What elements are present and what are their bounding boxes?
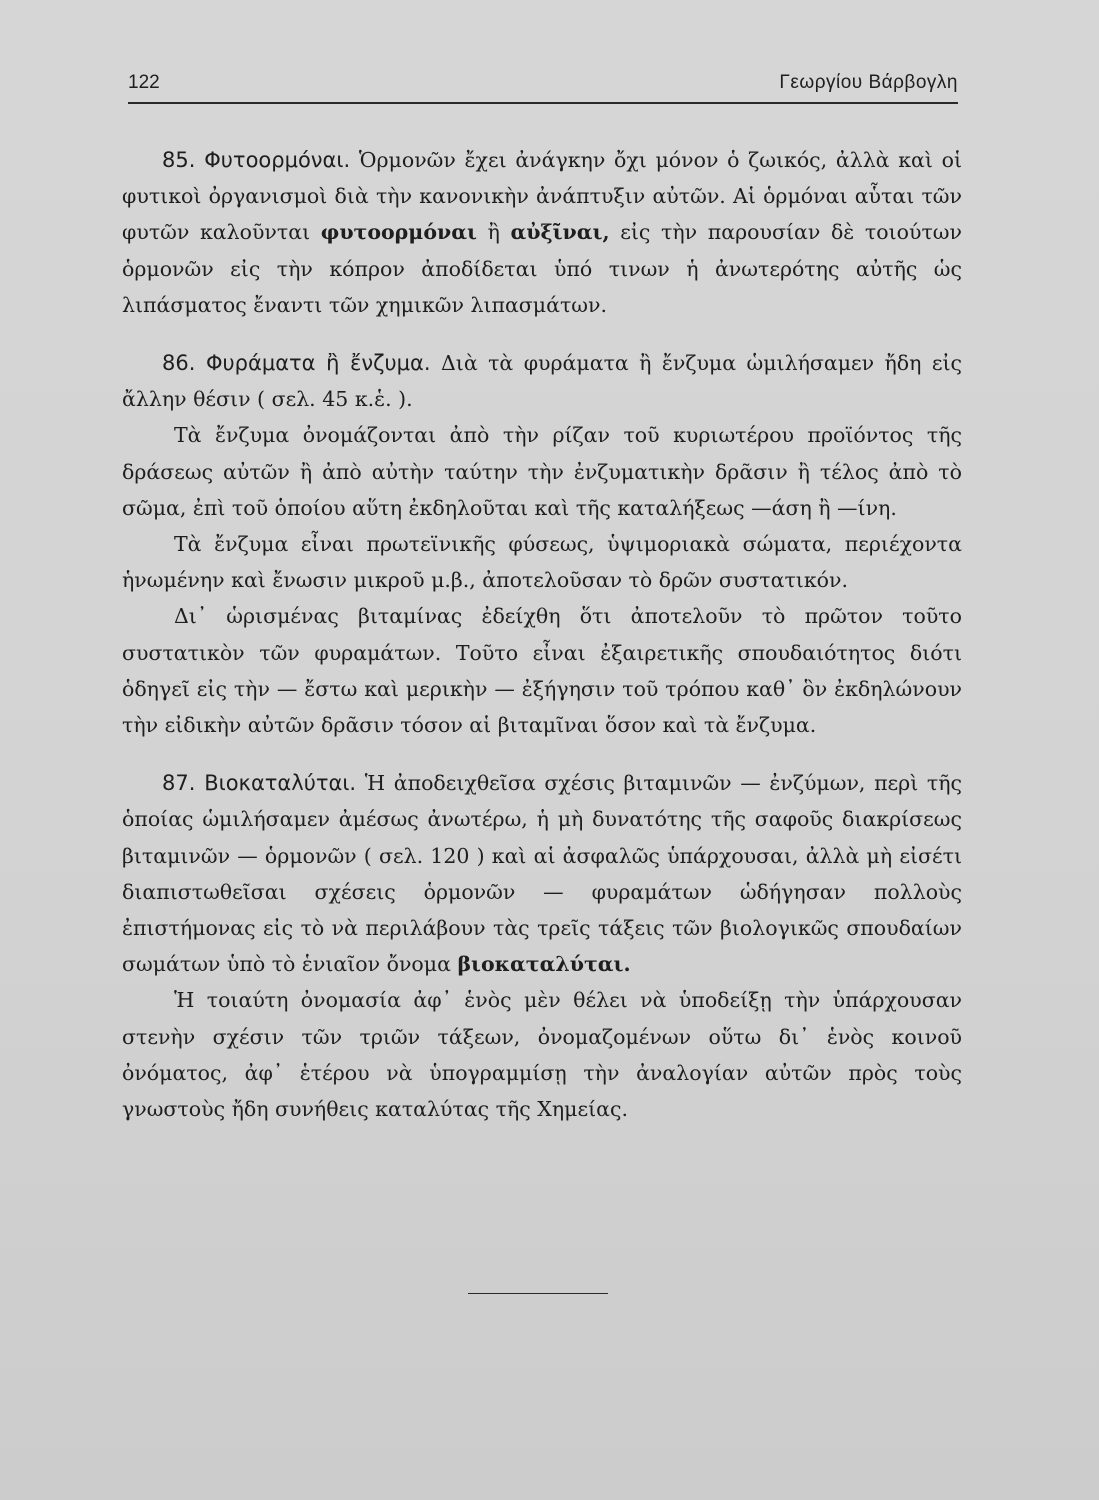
section-86-text-1: Διὰ τὰ φυράματα ἢ ἔνζυμα ὡμιλήσαμεν ἤδη εἰς ἄλλην θέσιν ( σελ. 45 κ.ἑ. ). xyxy=(122,351,962,412)
term-phytohormones: φυτοορμόναι xyxy=(320,220,477,245)
section-85-text-c: εἰς τὴν παρουσίαν δὲ τοιούτων ὁρμονῶν εἰς τὴν κόπρον ἀποδίδεται ὑπό τινων ἡ ἀνωτερότης αὐτῆς ὡς λιπάσματος ἔναντι τῶν χημικῶν λιπασμάτων. xyxy=(122,220,962,317)
section-86-paragraph-2: Τὰ ἔνζυμα ὀνομάζονται ἀπὸ τὴν ρίζαν τοῦ κυριωτέρου προϊόντος τῆς δράσεως αὐτῶν ἢ ἀπὸ αὐτὴν ταύτην τὴν ἐνζυματικὴν δρᾶσιν ἢ τέλος ἀπὸ τὸ σῶμα, ἐπὶ τοῦ ὁποίου αὕτη ἐκδηλοῦται καὶ τῆς καταλήξεως —άση ἢ —ίνη. xyxy=(122,423,962,520)
section-87 xyxy=(122,765,962,1127)
section-87-paragraph-1 xyxy=(122,765,962,982)
section-end-rule xyxy=(468,1293,608,1294)
page-header xyxy=(128,72,958,104)
page-number: 122 xyxy=(128,72,160,93)
term-auxins: αὐξῖναι, xyxy=(510,220,610,245)
section-86-paragraph-1 xyxy=(122,345,962,417)
term-biocatalysts: βιοκαταλύται. xyxy=(457,952,631,977)
section-86 xyxy=(122,345,962,743)
section-85-text-b: ἢ xyxy=(476,220,511,245)
section-85-paragraph xyxy=(122,142,962,323)
section-87-paragraph-2: Ἡ τοιαύτη ὀνομασία ἀφ᾽ ἑνὸς μὲν θέλει νὰ ὑποδείξῃ τὴν ὑπάρχουσαν στενὴν σχέσιν τῶν τριῶν τάξεων, ὀνομαζομένων οὕτω δι᾽ ἑνὸς κοινοῦ ὀνόματος, ἀφ᾽ ἑτέρου νὰ ὑπογραμμίσῃ τὴν ἀναλογίαν αὐτῶν πρὸς τοὺς γνωστοὺς ἤδη συνήθεις καταλύτας τῆς Χημείας. xyxy=(122,988,962,1122)
section-86-heading: 86. Φυράματα ἢ ἔνζυμα. xyxy=(162,351,431,376)
section-87-text-1: Ἡ ἀποδειχθεῖσα σχέσις βιταμινῶν — ἐνζύμων, περὶ τῆς ὁποίας ὡμιλήσαμεν ἀμέσως ἀνωτέρω, ἡ μὴ δυνατότης τῆς σαφοῦς διακρίσεως βιταμινῶν — ὁρμονῶν ( σελ. 120 ) καὶ αἱ ἀσφαλῶς ὑπάρχουσαι, ἀλλὰ μὴ εἰσέτι διαπιστωθεῖσαι σχέσεις ὁρμονῶν — φυραμάτων ὡδήγησαν πολλοὺς ἐπιστήμονας εἰς τὸ νὰ περιλάβουν τὰς τρεῖς τάξεις τῶν βιολογικῶς σπουδαίων σωμάτων ὑπὸ τὸ ἑνιαῖον ὄνομα xyxy=(122,771,963,977)
section-87-heading: 87. Βιοκαταλύται. xyxy=(162,771,357,796)
running-head-author: Γεωργίου Βάρβογλη xyxy=(779,72,958,93)
section-85-heading: 85. Φυτοορμόναι. xyxy=(162,148,351,172)
section-85 xyxy=(122,142,962,323)
section-86-paragraph-4: Δι᾽ ὡρισμένας βιταμίνας ἐδείχθη ὅτι ἀποτελοῦν τὸ πρῶτον τοῦτο συστατικὸν τῶν φυραμάτων. Τοῦτο εἶναι ἐξαιρετικῆς σπουδαιότητος διότι ὁδηγεῖ εἰς τὴν — ἔστω καὶ μερικὴν — ἐξήγησιν τοῦ τρόπου καθ᾽ ὃν ἐκδηλώνουν τὴν εἰδικὴν αὐτῶν δρᾶσιν τόσον αἱ βιταμῖναι ὅσον καὶ τὰ ἔνζυμα. xyxy=(122,604,962,738)
body-text xyxy=(122,142,962,1149)
section-85-text-a: Ὁρμονῶν ἔχει ἀνάγκην ὄχι μόνον ὁ ζωικός, ἀλλὰ καὶ οἱ φυτικοὶ ὀργανισμοὶ διὰ τὴν κανονικὴν ἀνάπτυξιν αὐτῶν. Αἱ ὁρμόναι αὗται τῶν φυτῶν καλοῦνται xyxy=(122,148,962,245)
section-86-paragraph-3: Τὰ ἔνζυμα εἶναι πρωτεϊνικῆς φύσεως, ὑψιμοριακὰ σώματα, περιέχοντα ἡνωμένην καὶ ἔνωσιν μικροῦ μ.β., ἀποτελοῦσαν τὸ δρῶν συστατικόν. xyxy=(122,532,962,593)
